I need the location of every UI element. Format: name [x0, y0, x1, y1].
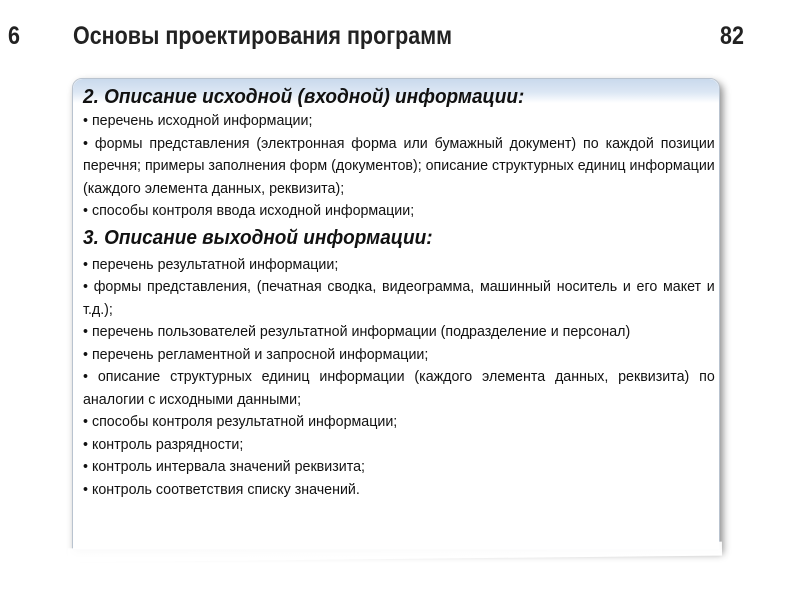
page-number: 82 [720, 22, 744, 50]
list-item: • описание структурных единиц информации (каждого элемента данных, реквизита) по аналогии с исходными данными; [83, 368, 715, 408]
list-item: • контроль разрядности; [83, 435, 244, 453]
list-item: • способы контроля результатной информации; [83, 413, 398, 430]
page-title: Основы проектирования программ [73, 22, 453, 50]
list-item: • способы контроля ввода исходной информации; [83, 202, 415, 219]
section-title-output-info: 3. Описание выходной информации: [83, 226, 433, 249]
section-title-input-info: 2. Описание исходной (входной) информации: [83, 86, 525, 108]
card-body [83, 85, 715, 501]
content-card [72, 78, 720, 550]
list-item: • формы представления, (печатная сводка, видеограмма, машинный носитель и его макет и т.д.); [83, 278, 715, 318]
list-item: • контроль соответствия списку значений. [83, 480, 360, 498]
list-item: • формы представления (электронная форма или бумажный документ) по каждой позиции перечня; примеры заполнения форм (документов); описание структурных единиц информации (каждого элемента данных, реквизита); [83, 134, 715, 197]
slide-number: 6 [8, 22, 20, 50]
list-item: • перечень пользователей результатной информации (подразделение и персонал) [83, 323, 631, 340]
list-item: • перечень исходной информации; [83, 112, 313, 129]
slide-header [0, 0, 800, 70]
list-item: • контроль интервала значений реквизита; [83, 458, 365, 475]
list-item: • перечень результатной информации; [83, 255, 339, 273]
list-item: • перечень регламентной и запросной информации; [83, 345, 429, 363]
